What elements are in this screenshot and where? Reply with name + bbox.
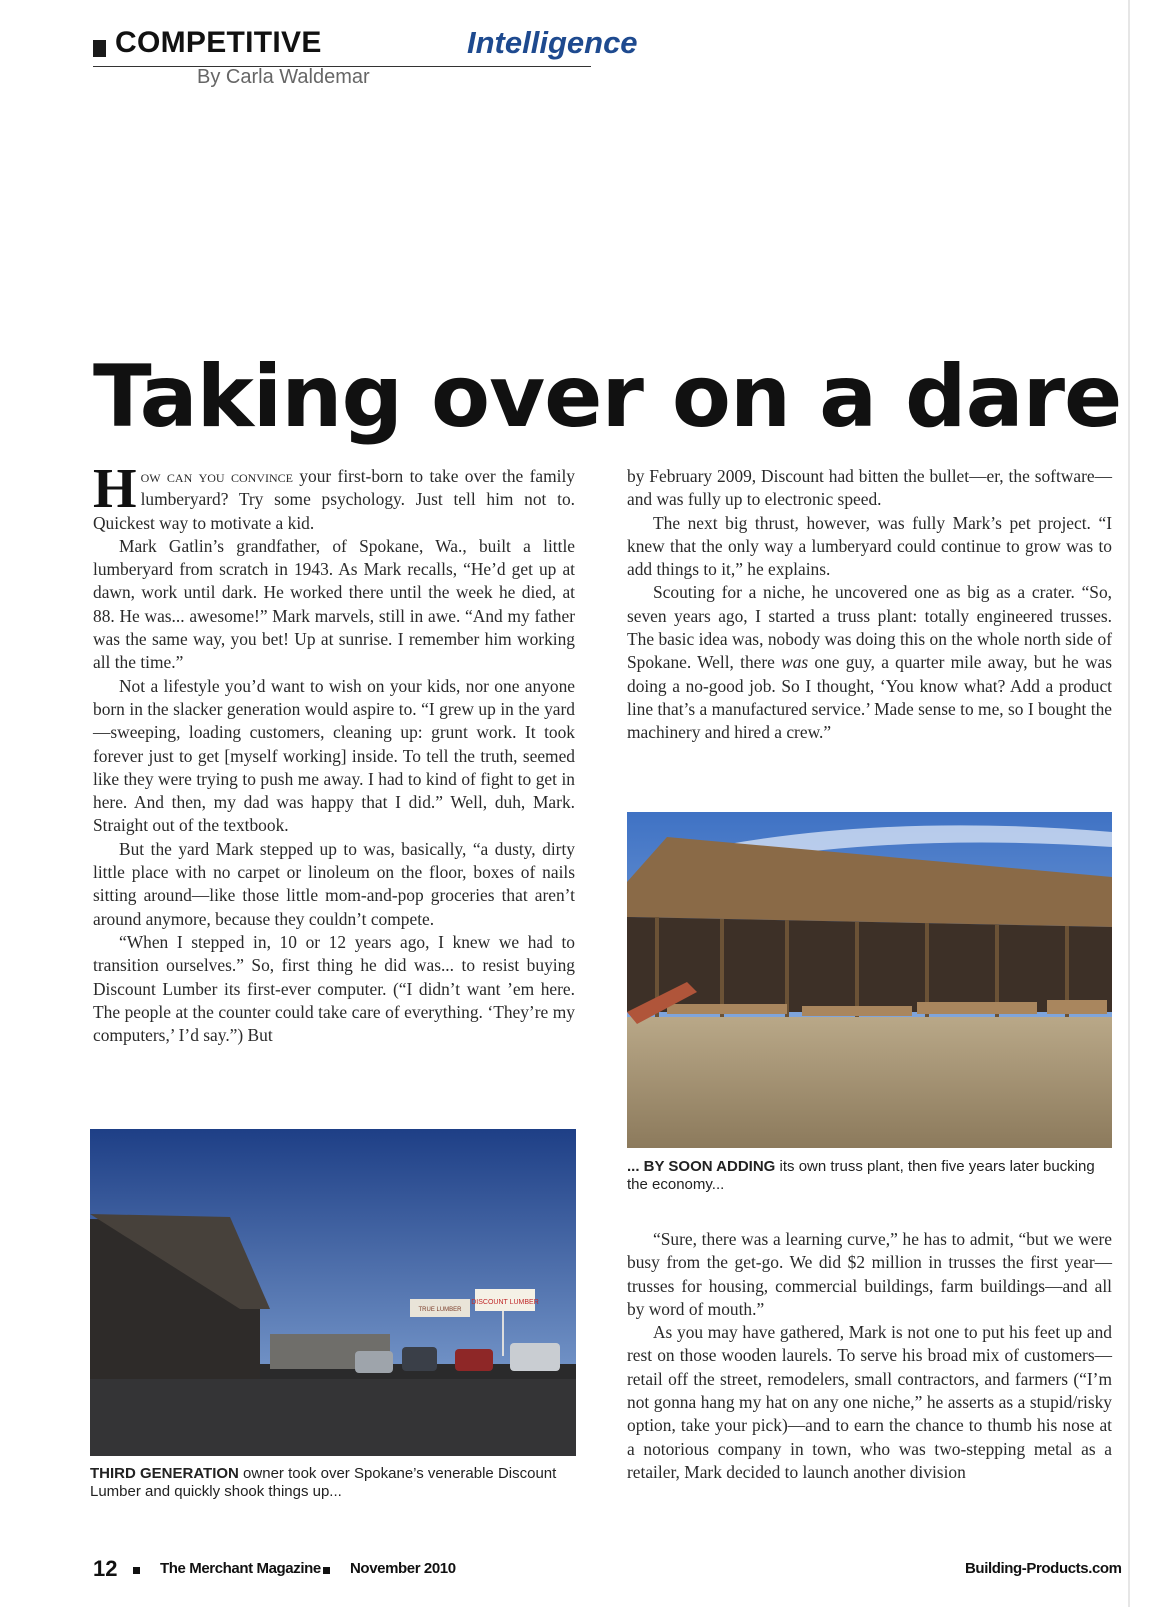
section-label-italic: Intelligence bbox=[467, 25, 638, 60]
drop-cap: H bbox=[93, 458, 137, 520]
truss-plant-illustration bbox=[627, 812, 1112, 1148]
paragraph bbox=[93, 458, 576, 535]
paragraph bbox=[627, 581, 1112, 744]
caption-text: its own truss plant, then five years later bucking the economy... bbox=[627, 1158, 1095, 1193]
paragraph: As you may have gathered, Mark is not one to put his feet up and rest on those wooden laurels. To serve his broad mix of customers—retail off the street, remodelers, small contractors, and farmers (“I’m not gonna hang my hat on any one niche,” he asserts as a stupid/risky option, take your pick)—and to earn the chance to thumb his nose at a notorious company in town, who was two-stepping metal as a retailer, Mark decided to launch another division bbox=[627, 1322, 1112, 1482]
true-lumber-sign: TRUE LUMBER bbox=[418, 1307, 462, 1313]
caption-lead: THIRD GENERATION bbox=[90, 1465, 239, 1482]
article-column-1 bbox=[93, 458, 576, 1047]
paragraph: “When I stepped in, 10 or 12 years ago, I knew we had to transition ourselves.” So, first thing he did was... to resist buying Discount Lumber its first-ever computer. (“I didn’t want ’em here. The people at the counter could take care of everything. ‘They’re my computers,’ I’d say.”) But bbox=[93, 931, 575, 1046]
paragraph: “Sure, there was a learning curve,” he has to admit, “but we were busy from the get-go. We did $2 million in trusses the first year—trusses for housing, commercial buildings, farm buildings—and all by word of mouth.” bbox=[627, 1229, 1112, 1319]
caption-lead: ... BY SOON ADDING bbox=[627, 1158, 776, 1175]
truss-plant-photo bbox=[627, 812, 1112, 1148]
article-column-2-top bbox=[627, 465, 1112, 745]
magazine-name: The Merchant Magazine bbox=[160, 1560, 321, 1577]
article-column-2-bottom bbox=[627, 1228, 1112, 1484]
paragraph-text: Scouting for a niche, he uncovered one as big as a crater. “So, seven years ago, I started a truss plant: totally engineered trusses. The basic idea was, nobody was doing this on the whole north side of Spokane. Well, there bbox=[627, 582, 1112, 673]
footer-bullet bbox=[133, 1567, 140, 1574]
website: Building-Products.com bbox=[965, 1560, 1122, 1577]
caption-text: owner took over Spokane’s venerable Discount Lumber and quickly shook things up... bbox=[90, 1465, 557, 1500]
paragraph: The next big thrust, however, was fully Mark’s pet project. “I knew that the only way a lumberyard could continue to grow was to add things to it,” he explains. bbox=[627, 512, 1112, 580]
section-label: COMPETITIVE bbox=[115, 26, 322, 59]
discount-lumber-sign: DISCOUNT LUMBER bbox=[471, 1299, 539, 1306]
paragraph: by February 2009, Discount had bitten the bullet—er, the software—and was fully up to electronic speed. bbox=[627, 466, 1112, 510]
paragraph-text: one guy, a quarter mile away, but he was doing a no-good job. So I thought, ‘You know what? Add a product line that’s a manufactured service.’ Made sense to me, so I bought the machinery and hired a crew.” bbox=[627, 652, 1112, 743]
footer-bullet bbox=[323, 1567, 330, 1574]
paragraph: Not a lifestyle you’d want to wish on your kids, nor one anyone born in the slacker generation would aspire to. “I grew up in the yard—sweeping, loading customers, cleaning up: grunt work. It took forever just to get [myself working] inside. To tell the truth, seemed like they were trying to push me away. I had to kind of fight to get in here. And then, my dad was happy that I did.” Well, duh, Mark. Straight out of the textbook. bbox=[93, 675, 575, 836]
section-header bbox=[93, 24, 638, 67]
lead-in: ow can you convince bbox=[140, 466, 293, 486]
paragraph: But the yard Mark stepped up to was, basically, “a dusty, dirty little place with no carpet or linoleum on the floor, boxes of nails sitting around—like those little mom-and-pop groceries that aren’t around anymore, because they couldn’t compete. bbox=[93, 838, 575, 929]
paragraph-text: your first-born to take over the family lumberyard? Try some psychology. Just tell him not to. Quickest way to motivate a kid. bbox=[93, 466, 576, 533]
truss-photo-caption bbox=[627, 1158, 1112, 1194]
byline: By Carla Waldemar bbox=[197, 66, 370, 88]
yard-photo-caption bbox=[90, 1465, 576, 1501]
issue-date: November 2010 bbox=[350, 1560, 456, 1577]
emphasis: was bbox=[781, 652, 809, 673]
header-square-bullet bbox=[93, 40, 106, 57]
page-edge-shadow bbox=[1128, 0, 1130, 1607]
lumber-yard-illustration bbox=[90, 1129, 576, 1456]
lumber-yard-photo bbox=[90, 1129, 576, 1456]
article-title: Taking over on a dare bbox=[93, 347, 1122, 447]
page-number: 12 bbox=[93, 1556, 118, 1581]
paragraph: Mark Gatlin’s grandfather, of Spokane, Wa., built a little lumberyard from scratch in 1943. As Mark recalls, “He’d get up at dawn, work until dark. He worked there until the week he died, at 88. He was... awesome!” Mark marvels, still in awe. “And my father was the same way, you bet! Up at sunrise. I remember him working all the time.” bbox=[93, 535, 575, 673]
